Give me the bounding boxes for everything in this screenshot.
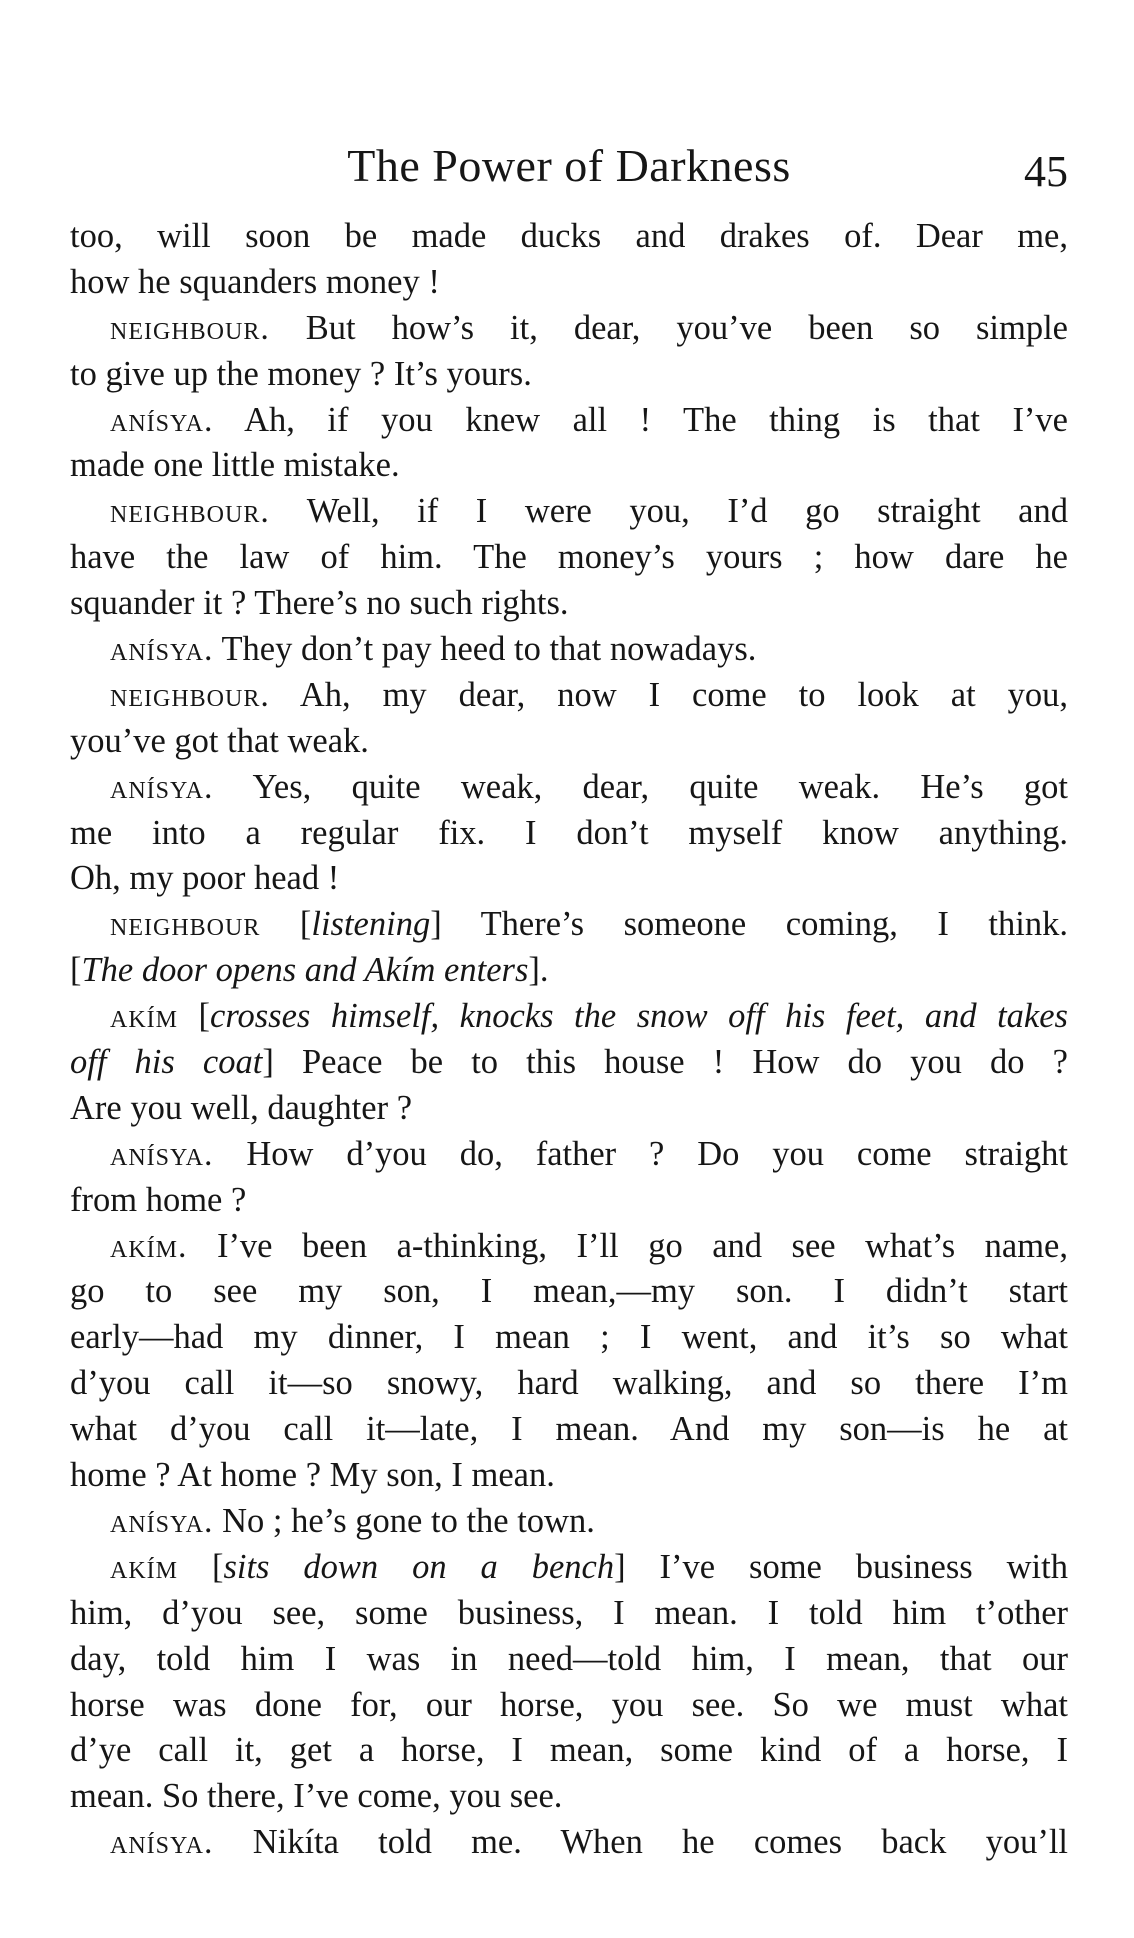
speaker-name: akím <box>110 998 178 1036</box>
speaker-name: neighbour. <box>110 493 270 531</box>
line-text: They don’t pay heed to that nowadays. <box>213 630 757 669</box>
speech-line <box>70 994 1068 1040</box>
line-text: But how’s it, dear, you’ve been so simple <box>269 308 1068 347</box>
text-line <box>70 1040 1068 1086</box>
line-text: how he squanders money ! <box>70 262 440 301</box>
speech-line <box>70 306 1068 352</box>
line-text: what d’you call it—late, I mean. And my son—is he at <box>70 1410 1068 1449</box>
speech-line <box>70 1820 1068 1866</box>
line-text: you’ve got that weak. <box>70 721 369 760</box>
line-text: early—had my dinner, I mean ; I went, and it’s so what <box>70 1318 1068 1357</box>
stage-direction: off his coat <box>70 1043 263 1082</box>
speaker-name: neighbour <box>110 906 261 944</box>
text-line <box>70 1315 1068 1361</box>
line-text: have the law of him. The money’s yours ; how dare he <box>70 538 1068 577</box>
speaker-name: neighbour. <box>110 309 270 347</box>
line-text: horse was done for, our horse, you see. So we must what <box>70 1685 1068 1724</box>
line-text: too, will soon be made ducks and drakes of. Dear me, <box>70 217 1068 255</box>
line-text: ] There’s someone coming, I think. <box>430 905 1068 944</box>
text-line <box>70 1637 1068 1683</box>
speaker-name: neighbour. <box>110 676 270 714</box>
line-text: Well, if I were you, I’d go straight and <box>269 492 1068 531</box>
text-line <box>70 214 1068 260</box>
text-line <box>70 1269 1068 1315</box>
text-line <box>70 1361 1068 1407</box>
speech-line <box>70 1132 1068 1178</box>
line-text: mean. So there, I’ve come, you see. <box>70 1777 563 1816</box>
line-text: day, told him I was in need—told him, I mean, that our <box>70 1639 1068 1678</box>
stage-direction: listening <box>311 905 431 944</box>
line-text: him, d’you see, some business, I mean. I told him t’other <box>70 1593 1068 1632</box>
line-text: go to see my son, I mean,—my son. I didn’t start <box>70 1272 1068 1311</box>
speaker-name: anísya. <box>110 401 214 439</box>
text-line <box>70 811 1068 857</box>
speech-line <box>70 765 1068 811</box>
line-text: Ah, my dear, now I come to look at you, <box>269 675 1068 714</box>
text-line <box>70 1178 1068 1224</box>
text-line <box>70 260 1068 306</box>
line-text: [ <box>70 951 82 990</box>
line-text: No ; he’s gone to the town. <box>213 1501 595 1540</box>
line-text: Yes, quite weak, dear, quite weak. He’s got <box>213 767 1068 806</box>
line-text: How d’you do, father ? Do you come straight <box>213 1134 1068 1173</box>
book-page <box>70 130 1068 1866</box>
speaker-name: anísya. <box>110 1824 214 1862</box>
text-line <box>70 535 1068 581</box>
page-number: 45 <box>1024 147 1068 196</box>
text-line <box>70 443 1068 489</box>
running-title: The Power of Darkness <box>347 140 791 191</box>
line-text: [ <box>178 997 211 1036</box>
text-line <box>70 719 1068 765</box>
line-text: Oh, my poor head ! <box>70 859 340 898</box>
speaker-name: anísya. <box>110 631 214 669</box>
speech-line <box>70 673 1068 719</box>
speaker-name: akím <box>110 1548 178 1586</box>
text-line <box>70 1591 1068 1637</box>
line-text: d’you call it—so snowy, hard walking, and so there I’m <box>70 1364 1068 1403</box>
line-text: Nikíta told me. When he comes back you’ll <box>213 1823 1068 1862</box>
text-line <box>70 1728 1068 1774</box>
line-text: home ? At home ? My son, I mean. <box>70 1456 555 1495</box>
stage-direction: sits down on a bench <box>223 1547 615 1586</box>
line-text: ] I’ve some business with <box>614 1547 1068 1586</box>
line-text: to give up the money ? It’s yours. <box>70 354 532 393</box>
speech-line <box>70 489 1068 535</box>
speaker-name: anísya. <box>110 1135 214 1173</box>
line-text: ]. <box>528 951 549 990</box>
speech-line <box>70 398 1068 444</box>
line-text: ] Peace be to this house ! How do you do ? <box>262 1043 1068 1082</box>
line-text: me into a regular fix. I don’t myself know anything. <box>70 813 1068 852</box>
speech-line <box>70 627 1068 673</box>
line-text: from home ? <box>70 1180 247 1219</box>
speaker-name: anísya. <box>110 768 214 806</box>
running-head <box>70 130 1068 220</box>
line-text: Are you well, daughter ? <box>70 1088 413 1127</box>
speech-line <box>70 1499 1068 1545</box>
text-line <box>70 1086 1068 1132</box>
text-line <box>70 352 1068 398</box>
text-line <box>70 856 1068 902</box>
speaker-name: akím. <box>110 1227 188 1265</box>
line-text: Ah, if you knew all ! The thing is that I’ve <box>213 400 1068 439</box>
stage-direction: crosses himself, knocks the snow off his feet, and takes <box>210 997 1068 1036</box>
speech-line <box>70 902 1068 948</box>
dialogue-text <box>70 214 1068 1866</box>
text-line <box>70 581 1068 627</box>
text-line <box>70 1407 1068 1453</box>
text-line <box>70 1453 1068 1499</box>
line-text: made one little mistake. <box>70 446 400 485</box>
line-text: [ <box>178 1547 224 1586</box>
text-line <box>70 1774 1068 1820</box>
stage-direction: The door opens and Akím enters <box>81 951 529 990</box>
speech-line <box>70 1545 1068 1591</box>
line-text: squander it ? There’s no such rights. <box>70 584 569 623</box>
text-line <box>70 1683 1068 1729</box>
line-text: [ <box>260 905 312 944</box>
text-line <box>70 948 1068 994</box>
line-text: d’ye call it, get a horse, I mean, some kind of a horse, I <box>70 1731 1068 1770</box>
speaker-name: anísya. <box>110 1502 214 1540</box>
speech-line <box>70 1224 1068 1270</box>
line-text: I’ve been a-thinking, I’ll go and see what’s name, <box>187 1226 1068 1265</box>
